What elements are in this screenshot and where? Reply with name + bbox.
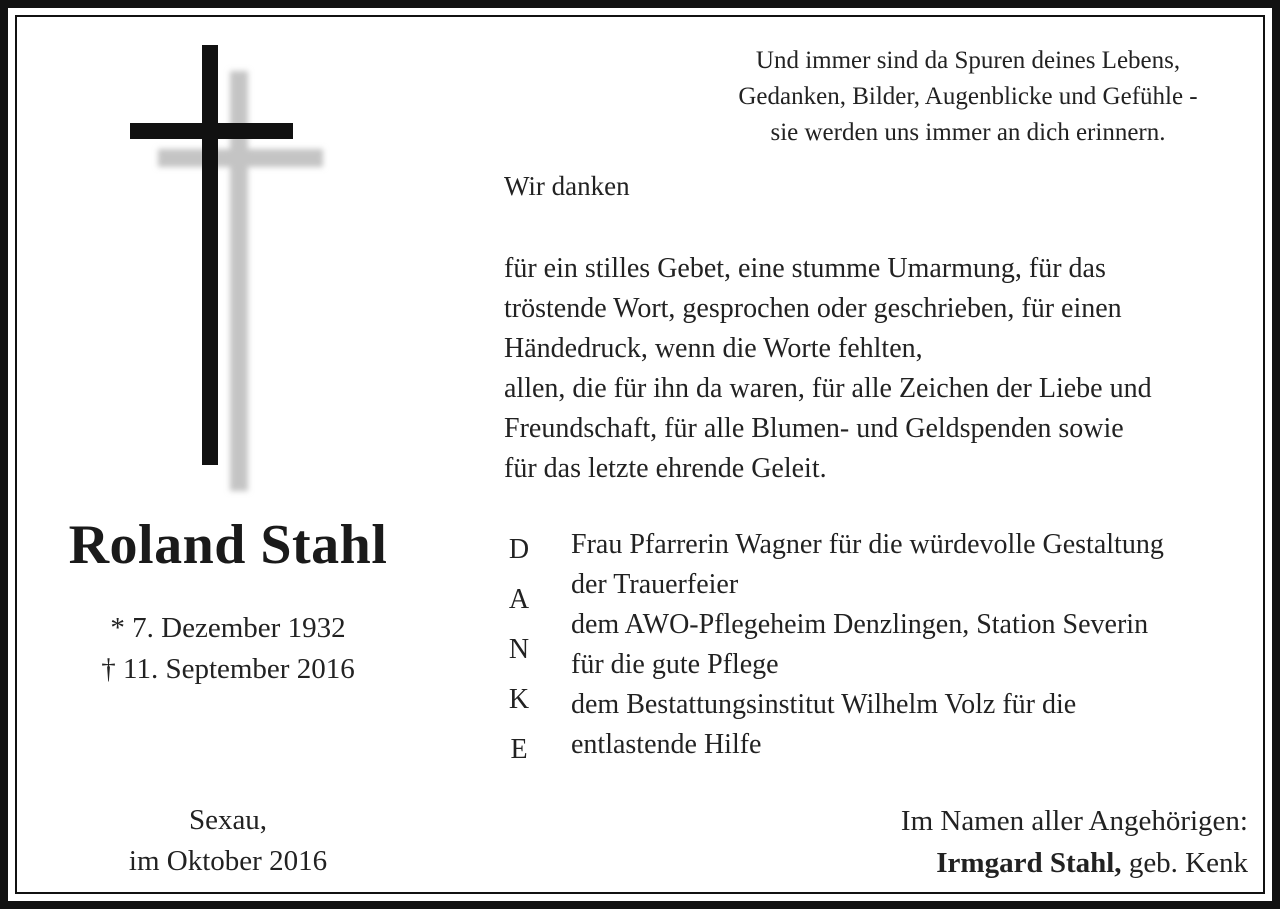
- danke-letter: K: [508, 684, 530, 715]
- cross-shape: [130, 45, 293, 465]
- poem: [668, 43, 1268, 151]
- place-and-date: [28, 800, 428, 882]
- danke-letter: A: [508, 584, 530, 615]
- poem-line: sie werden uns immer an dich erinnern.: [770, 119, 1166, 146]
- signature-suffix: geb. Kenk: [1121, 847, 1248, 879]
- thanks-line: tröstende Wort, gesprochen oder geschrieben, für einen: [504, 293, 1122, 324]
- life-dates: [28, 608, 428, 690]
- signature-name: Irmgard Stahl,: [936, 847, 1122, 879]
- thanks-line: Freundschaft, für alle Blumen- und Geldspenden sowie: [504, 413, 1124, 444]
- thanks-line: für ein stilles Gebet, eine stumme Umarmung, für das: [504, 253, 1106, 284]
- deceased-name: Roland Stahl: [68, 514, 388, 576]
- signature-name-line: [768, 842, 1248, 884]
- danke-letter: E: [510, 734, 528, 765]
- birth-date: * 7. Dezember 1932: [110, 612, 346, 644]
- danke-line: der Trauerfeier: [571, 569, 739, 600]
- danke-line: für die gute Pflege: [571, 649, 779, 680]
- poem-line: Gedanken, Bilder, Augenblicke und Gefühle -: [738, 83, 1198, 110]
- poem-line: Und immer sind da Spuren deines Lebens,: [755, 47, 1181, 74]
- danke-line: dem AWO-Pflegeheim Denzlingen, Station Severin: [571, 609, 1149, 640]
- death-date: † 11. September 2016: [101, 653, 355, 685]
- thanks-intro: Wir danken: [504, 171, 630, 201]
- danke-text: [571, 525, 1271, 765]
- signature-block: [768, 800, 1248, 884]
- place-city: Sexau,: [188, 804, 268, 836]
- danke-acrostic: [504, 525, 534, 775]
- signature-line: Im Namen aller Angehörigen:: [900, 805, 1248, 837]
- thanks-body: [504, 249, 1264, 489]
- danke-letter: N: [508, 634, 530, 665]
- danke-line: entlastende Hilfe: [571, 729, 762, 760]
- danke-line: Frau Pfarrerin Wagner für die würdevolle Gestaltung: [571, 529, 1164, 560]
- thanks-line: für das letzte ehrende Geleit.: [504, 453, 827, 484]
- cross-icon: [118, 33, 338, 503]
- danke-letter: D: [508, 534, 530, 565]
- danke-line: dem Bestattungsinstitut Wilhelm Volz für die: [571, 689, 1077, 720]
- thanks-line: Händedruck, wenn die Worte fehlten,: [504, 333, 923, 364]
- place-date: im Oktober 2016: [128, 845, 328, 877]
- thanks-line: allen, die für ihn da waren, für alle Zeichen der Liebe und: [504, 373, 1152, 404]
